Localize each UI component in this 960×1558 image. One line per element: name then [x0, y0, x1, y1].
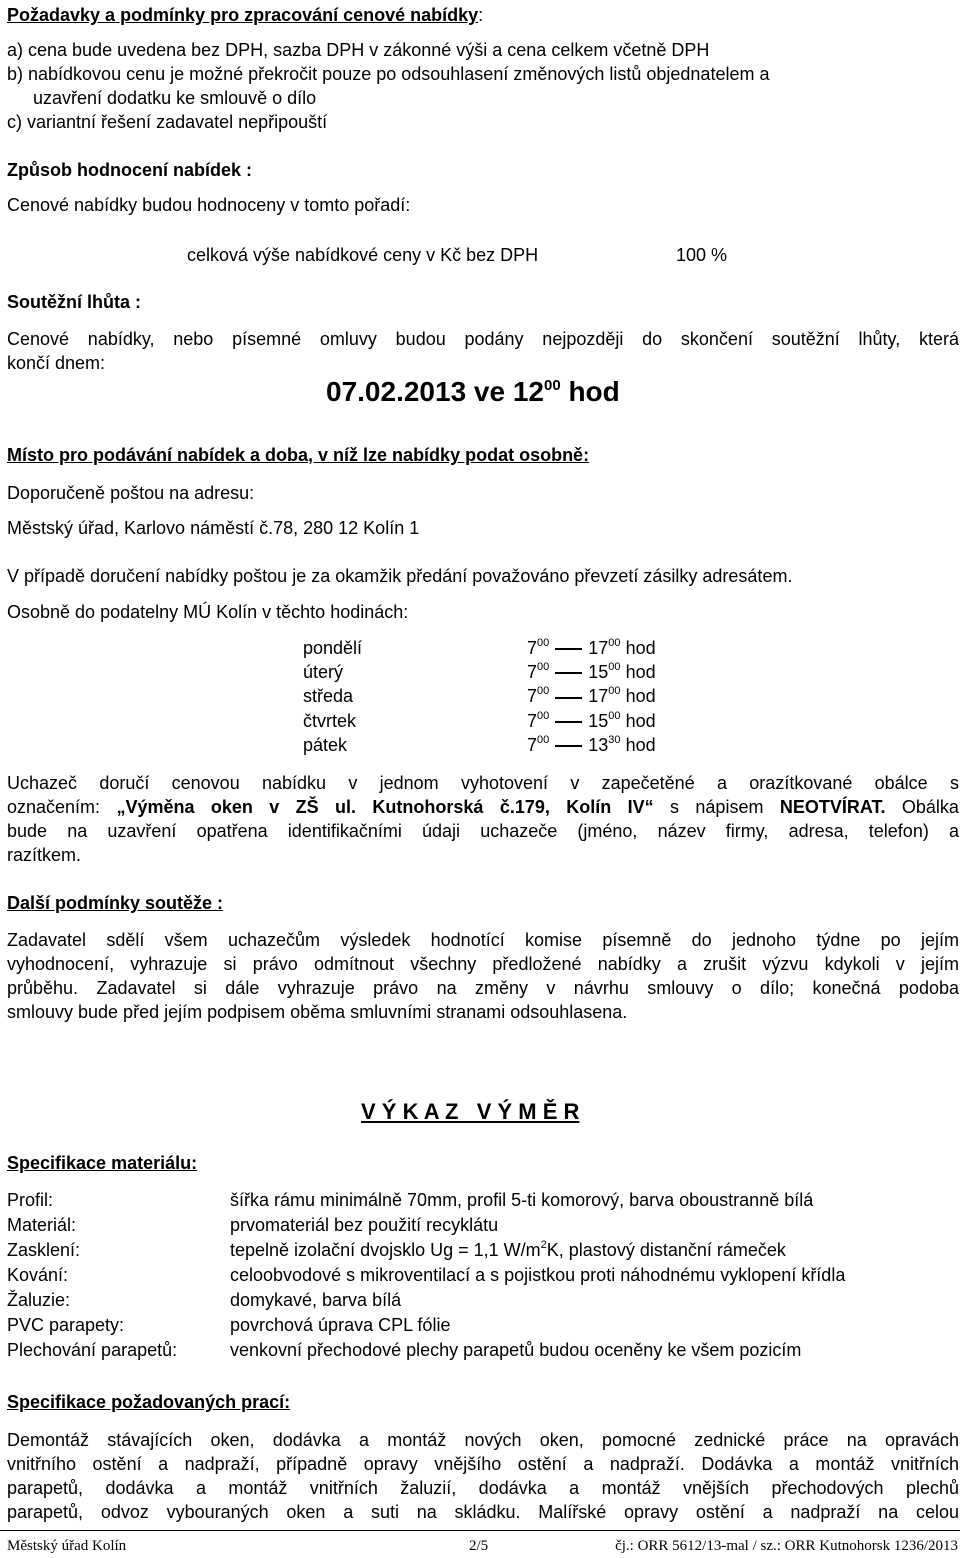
requirement-b: b) nabídkovou cenu je možné překročit pouze po odsouhlasení změnových listů objednatelem a — [7, 64, 770, 84]
requirements-heading-text: Požadavky a podmínky pro zpracování cenové nabídky — [7, 5, 479, 25]
material-value: povrchová úprava CPL fólie — [230, 1315, 451, 1335]
deadline-text: Cenové nabídky, nebo písemné omluvy budou podány nejpozději do skončení soutěžní lhůty, která — [7, 329, 959, 349]
footer-page-number: 2/5 — [469, 1538, 489, 1554]
envelope-text-line3: bude na uzavření opatřena identifikačními údaji uchazeče (jméno, název firmy, adresa, telefon) a — [7, 821, 959, 841]
evaluation-weight: 100 % — [676, 245, 728, 265]
submission-post-note: V případě doručení nabídky poštou je za okamžik předání považováno převzetí zásilky adresátem. — [7, 566, 793, 586]
footer-reference: čj.: ORR 5612/13-mal / sz.: ORR Kutnohorsk 1236/2013 — [615, 1538, 958, 1554]
other-conditions-heading: Další podmínky soutěže : — [7, 893, 224, 913]
material-value: šířka rámu minimálně 70mm, profil 5-ti komorový, barva oboustranně bílá — [230, 1190, 814, 1210]
weekday: pátek — [303, 734, 348, 755]
envelope-text: Uchazeč doručí cenovou nabídku v jednom vyhotovení v zapečetěné a orazítkované obálce s — [7, 773, 959, 793]
deadline-text-cont: končí dnem: — [7, 353, 106, 373]
submission-in-person: Osobně do podatelny MÚ Kolín v těchto hodinách: — [7, 602, 409, 622]
material-label: Zasklení: — [7, 1240, 81, 1260]
deadline-date-sup: 00 — [543, 376, 561, 394]
deadline-date — [326, 376, 620, 408]
submission-address: Městský úřad, Karlovo náměstí č.78, 280 12 Kolín 1 — [7, 518, 420, 538]
material-label: PVC parapety: — [7, 1315, 125, 1335]
submission-recommended: Doporučeně poštou na adresu: — [7, 483, 255, 503]
material-label: Kování: — [7, 1265, 69, 1285]
vykaz-title: V Ý K A Z V Ý M Ě R — [361, 1099, 580, 1124]
works-heading: Specifikace požadovaných prací: — [7, 1392, 291, 1412]
envelope-text-line4: razítkem. — [7, 845, 82, 865]
materials-heading: Specifikace materiálu: — [7, 1153, 198, 1173]
submission-heading: Místo pro podávání nabídek a doba, v níž lze nabídky podat osobně: — [7, 445, 590, 465]
material-label: Profil: — [7, 1190, 54, 1210]
hours: $7^{00}$ $15^{00}$ hod — [527, 709, 656, 731]
hours: $7^{00}$ $15^{00}$ hod — [527, 661, 656, 683]
other-conditions-line: průběhu. Zadavatel si dále vyhrazuje právo na změny v návrhu smlouvy o dílo; konečná podoba — [7, 978, 959, 998]
requirements-heading-colon: : — [478, 5, 484, 25]
footer-office: Městský úřad Kolín — [7, 1538, 127, 1554]
other-conditions-line: Zadavatel sdělí všem uchazečům výsledek hodnotící komise písemně do jednoho týdne po jejím — [7, 930, 959, 950]
material-label: Materiál: — [7, 1215, 77, 1235]
material-value: celoobvodové s mikroventilací a s pojistkou proti náhodnému vyklopení křídla — [230, 1265, 846, 1285]
requirements-heading — [7, 3, 483, 27]
deadline-date-text: 07.02.2013 ve 12 — [326, 376, 544, 407]
envelope-label: „Výměna oken v ZŠ ul. Kutnohorská č.179, Kolín IV“ — [116, 797, 654, 817]
neotvirat-label: NEOTVÍRAT. — [779, 797, 886, 817]
requirement-a: a) cena bude uvedena bez DPH, sazba DPH v zákonné výši a cena celkem včetně DPH — [7, 40, 710, 60]
evaluation-criterion: celková výše nabídkové ceny v Kč bez DPH — [187, 245, 539, 265]
hours: $7^{00}$ $17^{00}$ hod — [527, 637, 656, 658]
works-line: parapetů, dodávka a montáž vnitřních žaluzií, dodávka a montáž vnějších přechodových plechů — [7, 1478, 959, 1498]
weekday: středa — [303, 686, 354, 707]
weekday: čtvrtek — [303, 710, 357, 731]
works-line: vnitřního ostění a nadpraží, případně opravy vnějšího ostění a nadpraží. Dodávka a montáž vnitřních — [7, 1454, 959, 1474]
works-line: Demontáž stávajících oken, dodávka a montáž nových oken, pomocné zednické práce na opravách — [7, 1430, 959, 1450]
page-footer — [0, 1532, 960, 1555]
evaluation-heading: Způsob hodnocení nabídek : — [7, 160, 252, 180]
footer-divider — [0, 1530, 960, 1531]
envelope-text-line2: označením: „Výměna oken v ZŠ ul. Kutnohorská č.179, Kolín IV“ s nápisem NEOTVÍRAT. Obálka — [7, 797, 959, 817]
other-conditions-line: smlouvy bude před jejím podpisem oběma smluvními stranami odsouhlasena. — [7, 1002, 628, 1022]
material-label: Plechování parapetů: — [7, 1340, 178, 1360]
hours: $7^{00}$ $13^{30}$ hod — [527, 733, 656, 755]
weekday: úterý — [303, 662, 344, 683]
material-value: prvomateriál bez použití recyklátu — [230, 1215, 499, 1235]
other-conditions-line: vyhodnocení, vyhrazuje si právo odmítnout všechny předložené nabídky a zrušit výzvu kdykoli v jejím — [7, 954, 959, 974]
material-value: tepelně izolační dvojsklo Ug = 1,1 $W/m^2K$, plastový distanční rámeček — [230, 1239, 786, 1260]
material-value: domykavé, barva bílá — [230, 1290, 402, 1310]
works-line: parapetů, odvoz vybouraných oken a suti na skládku. Malířské opravy ostění a nadpraží na celou — [7, 1502, 959, 1522]
requirement-c: c) variantní řešení zadavatel nepřipouští — [7, 112, 328, 132]
evaluation-text: Cenové nabídky budou hodnoceny v tomto pořadí: — [7, 195, 411, 215]
material-value: venkovní přechodové plechy parapetů budou oceněny ke všem pozicím — [230, 1340, 802, 1360]
weekday: pondělí — [303, 638, 363, 658]
deadline-date-unit: hod — [568, 376, 620, 407]
hours: $7^{00}$ $17^{00}$ hod — [527, 685, 656, 707]
deadline-heading: Soutěžní lhůta : — [7, 292, 141, 312]
requirement-b-cont: uzavření dodatku ke smlouvě o dílo — [33, 88, 317, 108]
material-label: Žaluzie: — [7, 1290, 71, 1310]
